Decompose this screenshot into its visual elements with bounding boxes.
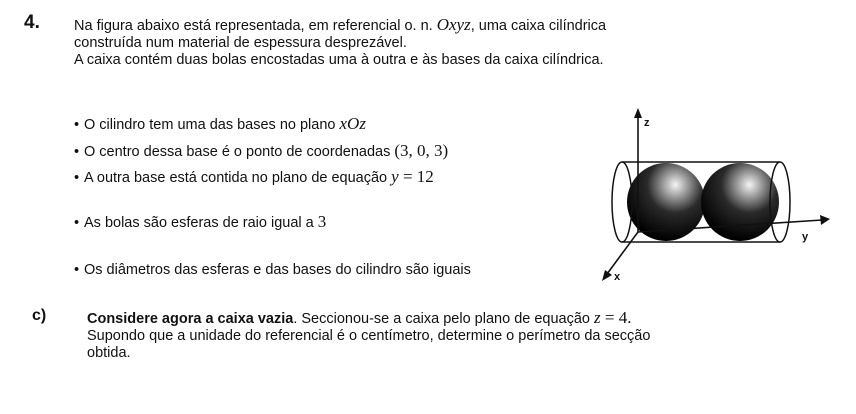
part-c-line-1: Considere agora a caixa vazia. Seccionou-se a caixa pelo plano de equação z = 4. xyxy=(87,308,632,327)
part-c-line-2: Supondo que a unidade do referencial é o centímetro, determine o perímetro da secção xyxy=(87,328,651,344)
intro-line-2: construída num material de espessura desprezável. xyxy=(74,35,407,51)
bullet-other-base: • A outra base está contida no plano de equação y = 12 xyxy=(74,167,434,186)
bullet-dot: • xyxy=(74,144,80,160)
part-c-line-3: obtida. xyxy=(87,345,131,361)
bullet-dot: • xyxy=(74,170,80,186)
intro-line-3: A caixa contém duas bolas encostadas uma à outra e às bases da caixa cilíndrica. xyxy=(74,52,604,68)
cylinder-figure xyxy=(600,102,836,292)
bullet-dot: • xyxy=(74,262,80,278)
bullet-dot: • xyxy=(74,117,80,133)
bullet-diameters: • Os diâmetros das esferas e das bases do cilindro são iguais xyxy=(74,262,471,278)
axis-z-label: z xyxy=(644,117,650,129)
part-c-text xyxy=(87,309,807,362)
bullet-sphere-radius: • As bolas são esferas de raio igual a 3 xyxy=(74,212,327,231)
question-number: 4. xyxy=(24,12,40,33)
sphere-right xyxy=(701,163,779,241)
part-c-label: c) xyxy=(32,307,47,324)
bullet-base-center: • O centro dessa base é o ponto de coordenadas (3, 0, 3) xyxy=(74,141,449,160)
axis-x-label: x xyxy=(614,271,621,283)
axis-y-label: y xyxy=(802,231,809,243)
intro-math-oxyz: Oxyz xyxy=(436,15,471,34)
question-intro xyxy=(74,16,774,69)
intro-line-1: Na figura abaixo está representada, em referencial o. n. Oxyz, uma caixa cilíndrica xyxy=(74,15,607,34)
bullet-dot: • xyxy=(74,215,80,231)
bullet-base-plane: • O cilindro tem uma das bases no plano xOz xyxy=(74,114,366,133)
